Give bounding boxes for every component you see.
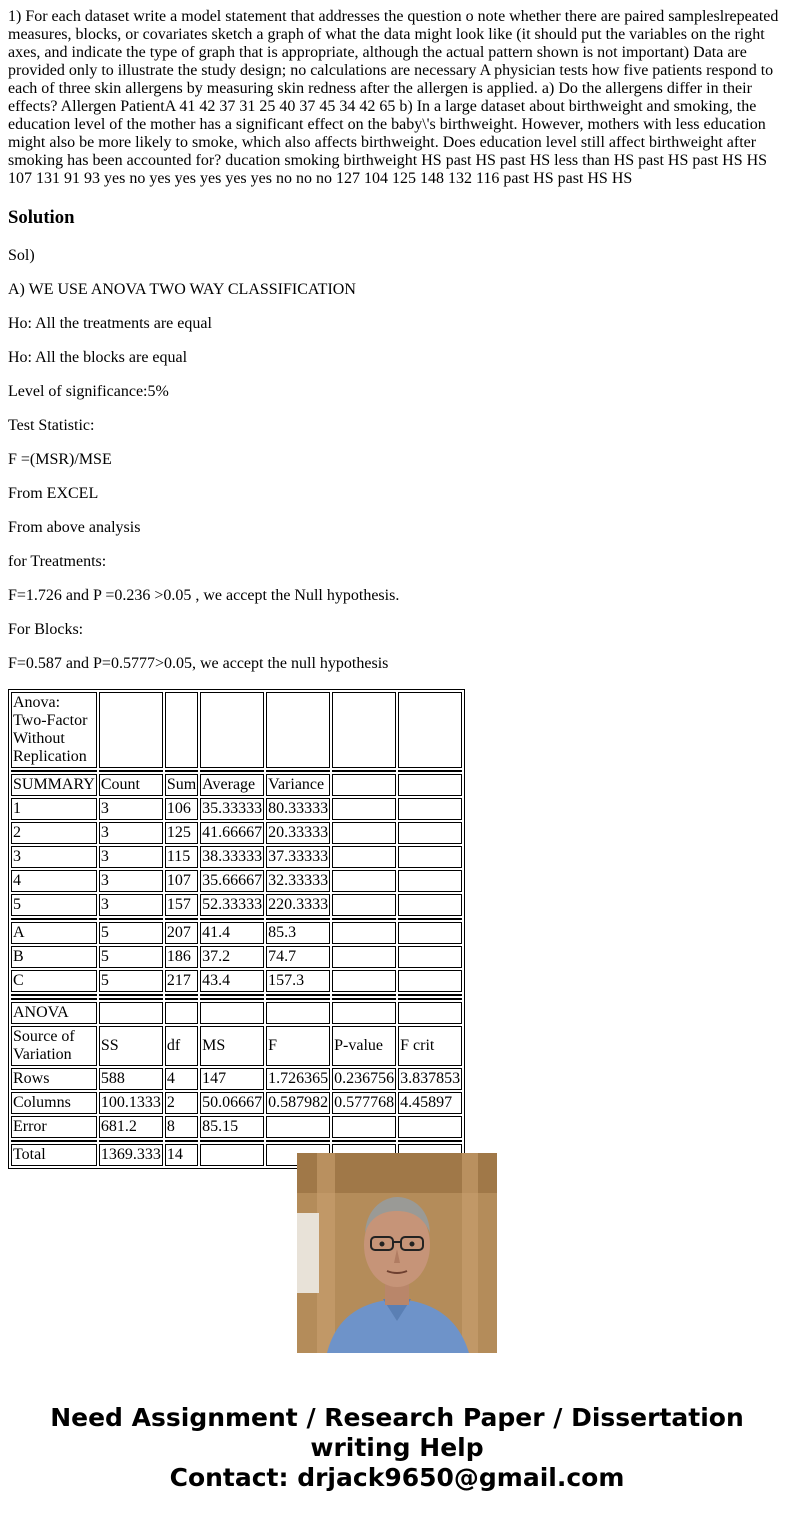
table-cell: C [11, 970, 97, 992]
table-cell: 125 [165, 822, 198, 844]
table-row [11, 692, 462, 768]
table-cell: 35.33333 [200, 798, 264, 820]
table-row [11, 798, 462, 820]
table-cell: 0.587982 [266, 1092, 330, 1114]
table-cell: 3 [99, 870, 163, 892]
cta-line: writing Help [310, 1433, 484, 1462]
table-cell: A [11, 922, 97, 944]
solution-heading: Solution [8, 207, 75, 228]
solution-line: F =(MSR)/MSE [8, 451, 112, 468]
solution-line: F=0.587 and P=0.5777>0.05, we accept the null hypothesis [8, 655, 389, 672]
table-cell: 3 [99, 822, 163, 844]
table-row [11, 970, 462, 992]
table-cell: 3 [99, 798, 163, 820]
table-header-cell: Source of Variation [11, 1026, 97, 1066]
solution-line: Ho: All the blocks are equal [8, 349, 188, 366]
table-header-cell: MS [200, 1026, 264, 1066]
table-cell: 74.7 [266, 946, 330, 968]
table-cell: 115 [165, 846, 198, 868]
cta-line: Need Assignment / Research Paper / Dissertation [50, 1403, 744, 1432]
table-cell: 217 [165, 970, 198, 992]
table-row [11, 870, 462, 892]
table-header-cell: P-value [332, 1026, 396, 1066]
table-cell [398, 1116, 462, 1138]
table-cell: 3 [11, 846, 97, 868]
table-title-cell: Anova: Two-Factor Without Replication [11, 692, 97, 768]
solution-line: Test Statistic: [8, 417, 95, 434]
table-header-cell: F [266, 1026, 330, 1066]
table-cell: Error [11, 1116, 97, 1138]
table-row [11, 1116, 462, 1138]
table-cell [266, 1116, 330, 1138]
table-cell: 681.2 [99, 1116, 163, 1138]
solution-line: for Treatments: [8, 553, 107, 570]
table-cell: 50.06667 [200, 1092, 264, 1114]
table-cell: 4 [11, 870, 97, 892]
question-text: 1) For each dataset write a model statement that addresses the question o note whether there are paired sampleslrepeated measures, blocks, or covariates sketch a graph of what the data might look like (it should put the variables on the right axes, and indicate the type of graph that is appropriate, although the actual pattern shown is not important) Data are provided only to illustrate the study design; no calculations are necessary A physician tests how five patients respond to each of three skin allergens by measuring skin redness after the allergen is applied. a) Do the allergens differ in their effects? Allergen PatientA 41 42 37 31 25 40 37 45 34 42 65 b) In a large dataset about birthweight and smoking, the education level of the mother has a significant effect on the baby\'s birthweight. However, mothers with less education might also be more likely to smoke, which also affects birthweight. Does education level still affect birthweight after smoking has been accounted for? ducation smoking birthweight HS past HS past HS less than HS past HS past HS HS 107 131 91 93 yes no yes yes yes yes yes no no no 127 104 125 148 132 116 past HS past HS HS [8, 8, 779, 187]
author-photo [297, 1153, 497, 1353]
solution-line: For Blocks: [8, 621, 84, 638]
solution-line: Sol) [8, 247, 35, 264]
table-cell: 157.3 [266, 970, 330, 992]
table-cell: 38.33333 [200, 846, 264, 868]
table-cell: 4.45897 [398, 1092, 462, 1114]
table-cell: 14 [165, 1144, 198, 1166]
table-cell: 147 [200, 1068, 264, 1090]
anova-header-row [11, 1026, 462, 1066]
table-cell: 1369.333 [99, 1144, 163, 1166]
table-cell: 43.4 [200, 970, 264, 992]
table-cell: 35.66667 [200, 870, 264, 892]
table-cell: 80.33333 [266, 798, 330, 820]
solution-line: From EXCEL [8, 485, 99, 502]
table-cell: 157 [165, 894, 198, 916]
table-cell: 85.15 [200, 1116, 264, 1138]
document-content [8, 8, 786, 1163]
table-cell: Total [11, 1144, 97, 1166]
table-cell: 3 [99, 846, 163, 868]
table-cell: 220.3333 [266, 894, 330, 916]
cta-contact: Contact: drjack9650@gmail.com [169, 1463, 625, 1492]
table-cell: 32.33333 [266, 870, 330, 892]
table-cell: B [11, 946, 97, 968]
table-row [11, 1068, 462, 1090]
anova-label-cell: ANOVA [11, 1002, 97, 1024]
table-cell: 1 [11, 798, 97, 820]
table-header-cell: Average [200, 774, 264, 796]
table-header-cell: df [165, 1026, 198, 1066]
solution-line: Ho: All the treatments are equal [8, 315, 212, 332]
table-row [11, 922, 462, 944]
table-cell: 20.33333 [266, 822, 330, 844]
table-header-cell: F crit [398, 1026, 462, 1066]
table-cell: 8 [165, 1116, 198, 1138]
table-header-cell: Count [99, 774, 163, 796]
table-cell: 3 [99, 894, 163, 916]
table-cell: 5 [99, 922, 163, 944]
solution-line: Level of significance:5% [8, 383, 169, 400]
solution-line: A) WE USE ANOVA TWO WAY CLASSIFICATION [8, 281, 356, 298]
solution-body [8, 247, 786, 673]
table-header-cell: SS [99, 1026, 163, 1066]
table-cell: 4 [165, 1068, 198, 1090]
table-cell: 5 [99, 970, 163, 992]
table-cell: 85.3 [266, 922, 330, 944]
table-cell: 41.4 [200, 922, 264, 944]
anova-table [8, 689, 465, 1169]
table-cell: 107 [165, 870, 198, 892]
summary-header-row [11, 774, 462, 796]
table-header-cell: Variance [266, 774, 330, 796]
table-cell: Columns [11, 1092, 97, 1114]
table-cell: 106 [165, 798, 198, 820]
table-cell: 2 [165, 1092, 198, 1114]
table-header-cell: SUMMARY [11, 774, 97, 796]
table-cell: 5 [99, 946, 163, 968]
table-cell: 2 [11, 822, 97, 844]
table-row [11, 1092, 462, 1114]
table-cell: 5 [11, 894, 97, 916]
table-cell: 1.726365 [266, 1068, 330, 1090]
table-cell [332, 1116, 396, 1138]
table-row [11, 822, 462, 844]
table-cell: 37.2 [200, 946, 264, 968]
table-cell: 207 [165, 922, 198, 944]
table-cell: Rows [11, 1068, 97, 1090]
table-row [11, 894, 462, 916]
table-cell: 100.1333 [99, 1092, 163, 1114]
table-cell: 52.33333 [200, 894, 264, 916]
table-header-cell: Sum [165, 774, 198, 796]
table-cell: 0.577768 [332, 1092, 396, 1114]
table-row [11, 846, 462, 868]
table-cell: 588 [99, 1068, 163, 1090]
table-cell: 41.66667 [200, 822, 264, 844]
table-row [11, 946, 462, 968]
table-cell: 37.33333 [266, 846, 330, 868]
solution-line: From above analysis [8, 519, 141, 536]
table-row [11, 1002, 462, 1024]
table-cell: 0.236756 [332, 1068, 396, 1090]
table-cell: 186 [165, 946, 198, 968]
contact-banner [0, 1403, 794, 1493]
table-cell: 3.837853 [398, 1068, 462, 1090]
solution-line: F=1.726 and P =0.236 >0.05 , we accept the Null hypothesis. [8, 587, 400, 604]
